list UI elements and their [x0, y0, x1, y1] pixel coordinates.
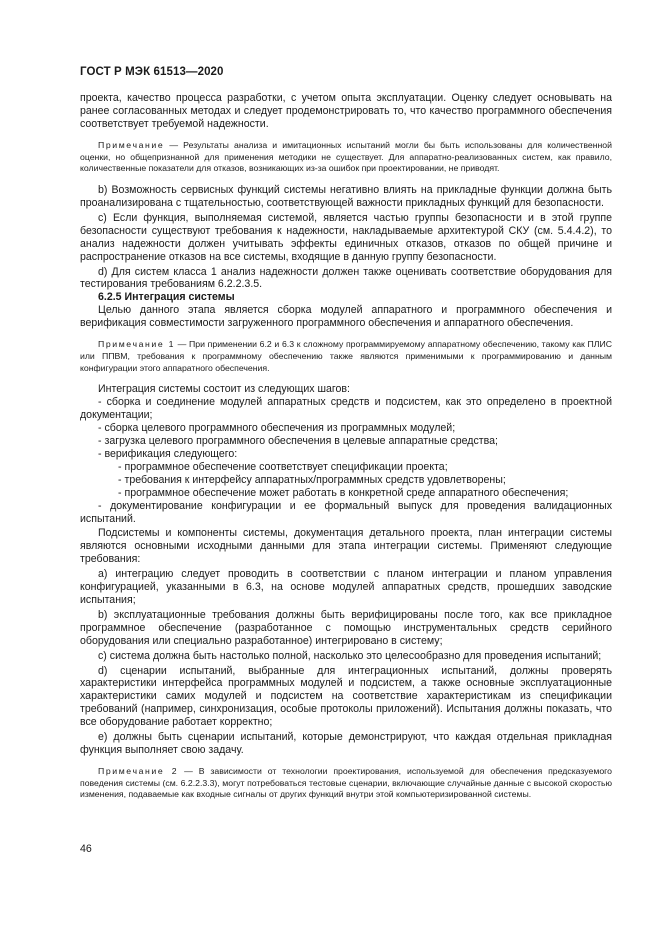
step-item: - сборка целевого программного обеспечения из программных модулей;	[98, 422, 456, 435]
note-3-label: Примечание 2	[98, 765, 179, 776]
requirement-c: c) система должна быть настолько полной, насколько это целесообразно для проведения испытаний;	[98, 649, 602, 662]
substep-item: - программное обеспечение может работать в конкретной среде аппаратного обеспечения;	[118, 486, 569, 499]
note-3	[80, 766, 612, 801]
note-1	[80, 140, 612, 175]
note-2	[80, 339, 612, 374]
substep-item: - требования к интерфейсу аппаратных/программных средств удовлетворены;	[118, 473, 506, 486]
note-2-text: — При применении 6.2 и 6.3 к сложному программируемому аппаратному обеспечению, такому как ПЛИС или ППВМ, требования к программному обеспечению также являются применимыми к программированию и данным конфигурации этого аппаратного обеспечения.	[80, 339, 612, 373]
note-1-text: — Результаты анализа и имитационных испытаний могли бы быть использованы для количественной оценки, но общепризнанной для применения методики не существует. Для аппаратно-реализованных систем, как правило, количественные показатели для отказов, возникающих из-за ошибок при проектировании, не приводят.	[80, 139, 612, 174]
requirement-d: d) сценарии испытаний, выбранные для интеграционных испытаний, должны проверять характеристики интерфейса программных модулей и подсистем, а также основные эксплуатационные характеристики самих модулей и подсистем на соответствие характеристикам из спецификации требований (например, синхронизация, особые протоколы приложений). Испытания должны показать, что все оборудование работает корректно;	[80, 664, 612, 729]
substep-item: - программное обеспечение соответствует спецификации проекта;	[118, 460, 448, 473]
note-3-text: — В зависимости от технологии проектирования, используемой для обеспечения предсказуемого поведения системы (см. 6.2.2.3.3), могут потребоваться тестовые сценарии, включающие случайные данные с высокой скоростью изменения, подаваемые как входные сигналы от других функций внутри этой компьютеризированной системы.	[80, 765, 612, 800]
paragraph-subsystems: Подсистемы и компоненты системы, документация детального проекта, план интеграции системы являются основными исходными данными для этапа интеграции системы. Применяют следующие требования:	[80, 527, 612, 566]
step-item: - сборка и соединение модулей аппаратных средств и подсистем, как это определено в проектной документации;	[80, 396, 612, 422]
item-d-class1: d) Для систем класса 1 анализ надежности должен также оценивать соответствие оборудования для тестирования требованиям 6.2.2.3.5.	[80, 265, 612, 291]
paragraph-continuation: проекта, качество процесса разработки, с учетом опыта эксплуатации. Оценку следует основывать на ранее согласованных методах и следует продемонстрировать то, что качество программного обеспечения соответствует требуемой надежности.	[80, 92, 612, 130]
item-b-service-functions: b) Возможность сервисных функций системы негативно влиять на прикладные функции должна быть проанализирована с тщательностью, соответствующей важности прикладных функций для безопасности.	[80, 184, 612, 210]
paragraph-steps-intro: Интеграция системы состоит из следующих шагов:	[98, 383, 350, 396]
requirement-e: e) должны быть сценарии испытаний, которые демонстрируют, что каждая отдельная прикладная функция выполняет свою задачу.	[80, 731, 612, 756]
page-number: 46	[80, 843, 92, 855]
requirement-b: b) эксплуатационные требования должны быть верифицированы после того, как все прикладное программное обеспечение (разработанное с помощью инструментальных средств серийного оборудования или специально разработанное) интегрировано в систему;	[80, 608, 612, 647]
note-2-label: Примечание 1	[98, 339, 175, 350]
paragraph-goal: Целью данного этапа является сборка модулей аппаратного и программного обеспечения и верификация совместимости загруженного программного обеспечения и аппаратного обеспечения.	[80, 304, 612, 330]
step-item: - документирование конфигурации и ее формальный выпуск для проведения валидационных испытаний.	[80, 499, 612, 525]
requirement-a: a) интеграцию следует проводить в соответствии с планом интеграции и планом управления конфигурацией, указанными в 6.3, на основе модулей аппаратных средств, прошедших заводские испытания;	[80, 568, 612, 606]
page-body	[80, 92, 612, 810]
page-header-title: ГОСТ Р МЭК 61513—2020	[80, 66, 224, 78]
step-item: - верификация следующего:	[98, 448, 238, 460]
step-item: - загрузка целевого программного обеспечения в целевые аппаратные средства;	[98, 435, 498, 448]
note-1-label: Примечание	[98, 139, 165, 150]
item-c-safety-group: c) Если функция, выполняемая системой, является частью группы безопасности и в этой группе безопасности существуют требования к надежности, накладываемые архитектурой СКУ (см. 5.4.4.2), то анализ надежности должен учитывать эффекты единичных отказов, отказов по общей причине и распространение отказов на все системы, входящие в данную группу безопасности.	[80, 211, 612, 263]
section-heading-6-2-5: 6.2.5 Интеграция системы	[98, 291, 235, 304]
